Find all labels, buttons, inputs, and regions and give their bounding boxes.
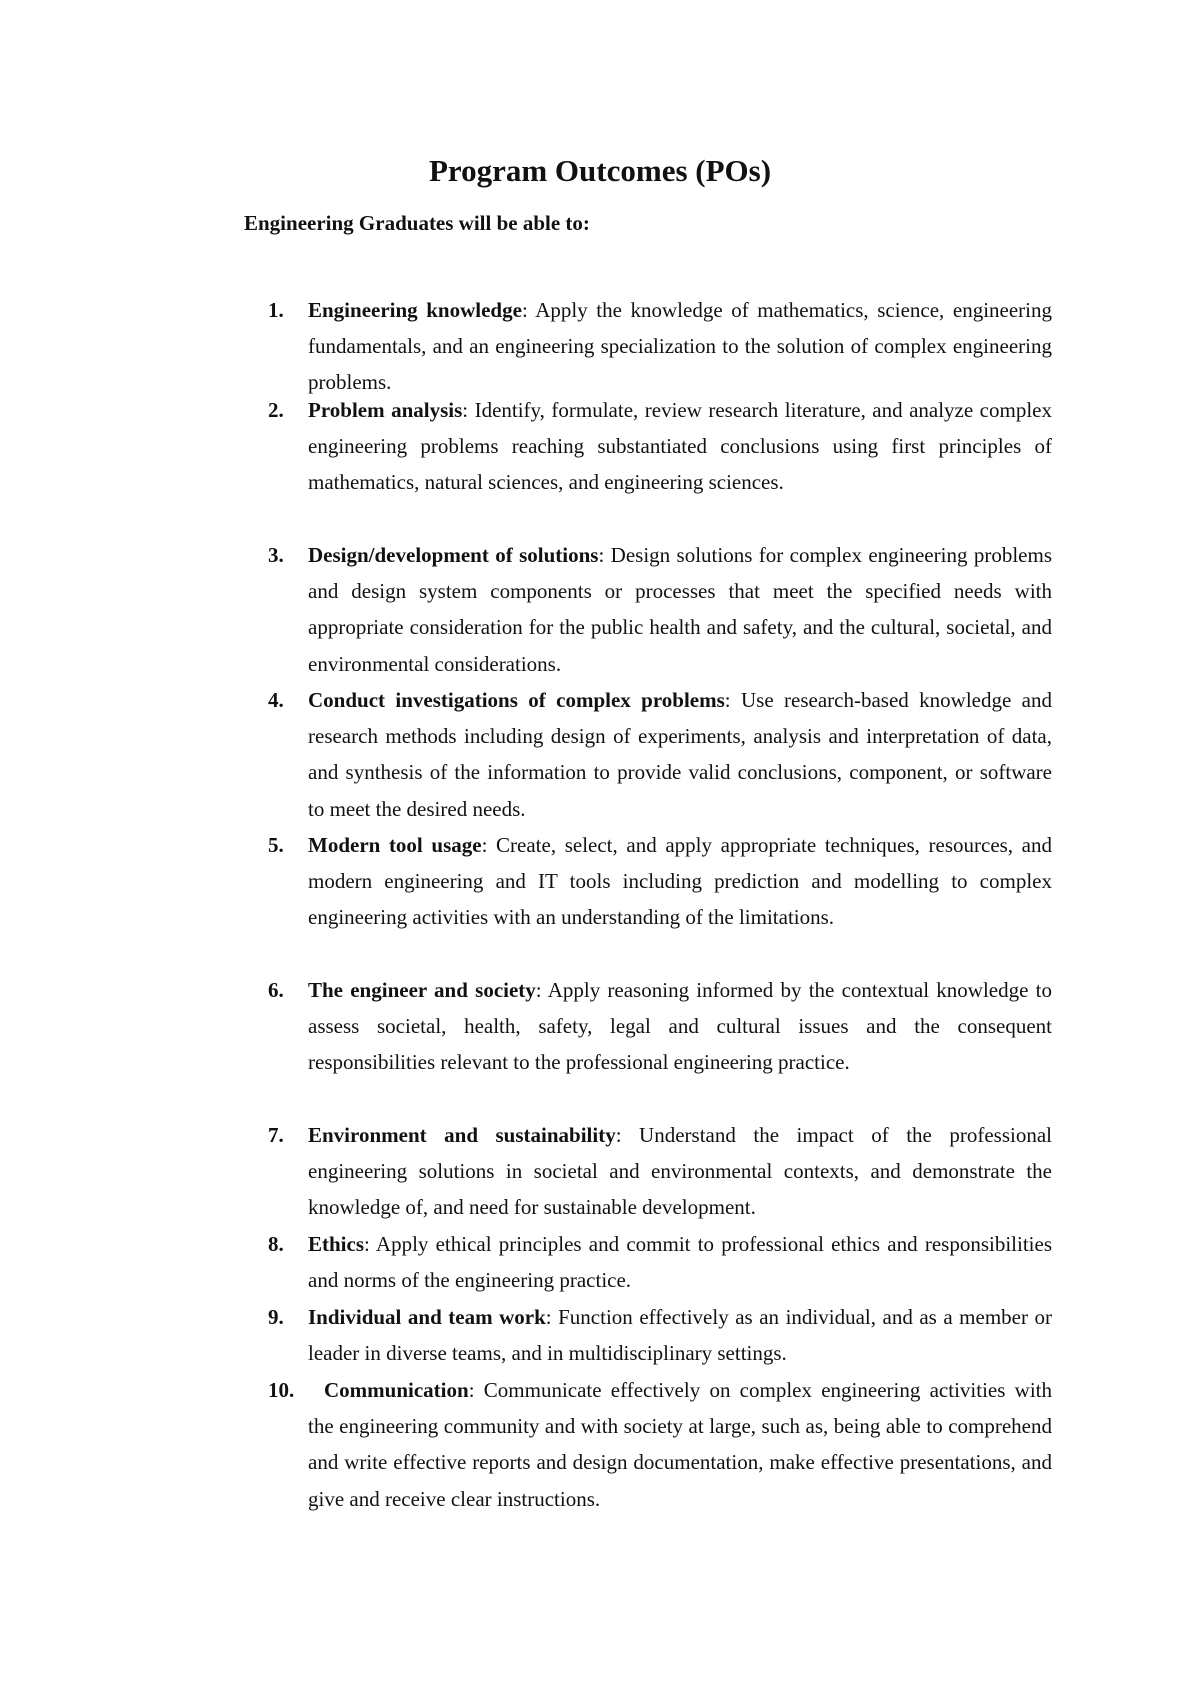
outcome-body <box>308 292 1052 401</box>
outcome-body <box>308 682 1052 827</box>
outcome-number: 9. <box>268 1305 284 1329</box>
outcome-text: : Apply the knowledge of mathematics, science, engineering fundamentals, and an engineering specialization to the solution of complex engineering problems. <box>308 298 1052 395</box>
page-title: Program Outcomes (POs) <box>428 153 772 188</box>
outcome-body <box>308 392 1052 501</box>
outcome-text: : Understand the impact of the professional engineering solutions in societal and environmental contexts, and demonstrate the knowledge of, and need for sustainable development. <box>308 1123 1052 1220</box>
outcome-body <box>308 1299 1052 1371</box>
outcome-text: : Function effectively as an individual, and as a member or leader in diverse teams, and in multidisciplinary settings. <box>308 1305 1052 1366</box>
outcome-term: Problem analysis <box>308 398 463 422</box>
outcome-number: 10. <box>268 1378 295 1402</box>
outcome-number: 1. <box>268 298 284 322</box>
outcome-text: : Design solutions for complex engineering problems and design system components or processes that meet the specified needs with appropriate consideration for the public health and safety, and the cultural, societal, and environmental considerations. <box>308 543 1052 676</box>
outcome-body <box>308 1372 1052 1517</box>
outcome-body <box>308 537 1052 682</box>
outcome-term: Conduct investigations of complex problems <box>308 688 725 712</box>
outcome-term: Ethics <box>308 1232 365 1256</box>
outcome-text: : Create, select, and apply appropriate techniques, resources, and modern engineering and IT tools including prediction and modelling to complex engineering activities with an understanding of the limitations. <box>308 833 1052 930</box>
outcome-body <box>308 1117 1052 1226</box>
outcome-number: 7. <box>268 1123 284 1147</box>
outcome-term: Design/development of solutions <box>308 543 599 567</box>
outcome-body <box>308 827 1052 936</box>
outcome-body <box>308 1226 1052 1298</box>
outcome-number: 2. <box>268 398 284 422</box>
page-subtitle: Engineering Graduates will be able to: <box>244 211 590 235</box>
outcome-number: 5. <box>268 833 284 857</box>
outcome-number: 8. <box>268 1232 284 1256</box>
outcome-term: Individual and team work <box>308 1305 546 1329</box>
outcome-term: The engineer and society <box>308 978 536 1002</box>
outcome-body <box>308 972 1052 1081</box>
outcome-term: Communication <box>324 1378 469 1402</box>
outcome-text: : Apply reasoning informed by the contextual knowledge to assess societal, health, safety, legal and cultural issues and the consequent responsibilities relevant to the professional engineering practice. <box>308 978 1053 1075</box>
outcome-term: Environment and sustainability <box>308 1123 616 1147</box>
outcome-text: : Communicate effectively on complex engineering activities with the engineering community and with society at large, such as, being able to comprehend and write effective reports and design documentation, make effective presentations, and give and receive clear instructions. <box>308 1378 1052 1511</box>
outcome-number: 4. <box>268 688 284 712</box>
outcome-term: Modern tool usage <box>308 833 482 857</box>
outcome-number: 3. <box>268 543 284 567</box>
outcome-text: : Identify, formulate, review research literature, and analyze complex engineering problems reaching substantiated conclusions using first principles of mathematics, natural sciences, and engineering sciences. <box>308 398 1052 495</box>
outcome-number: 6. <box>268 978 284 1002</box>
outcome-term: Engineering knowledge <box>308 298 522 322</box>
outcome-text: : Apply ethical principles and commit to professional ethics and responsibilities and norms of the engineering practice. <box>308 1232 1052 1293</box>
outcome-text: : Use research-based knowledge and research methods including design of experiments, analysis and interpretation of data, and synthesis of the information to provide valid conclusions, component, or software to meet the desired needs. <box>308 688 1052 821</box>
